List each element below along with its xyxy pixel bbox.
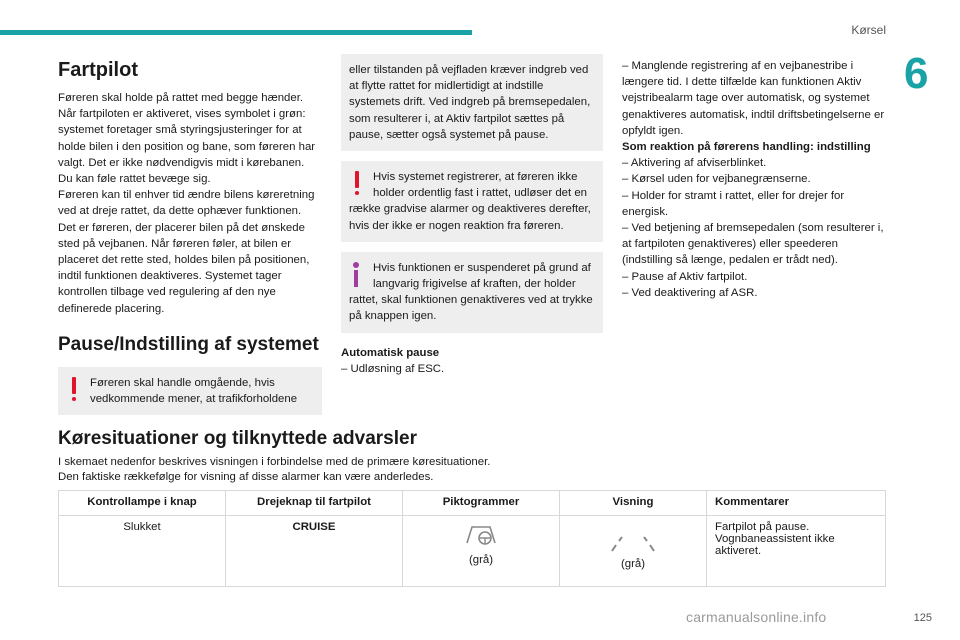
warning-icon [66, 375, 86, 405]
table-header: Drejeknap til fartpilot [226, 491, 403, 516]
column-1 [58, 58, 322, 425]
title-fartpilot: Fartpilot [58, 59, 138, 81]
section-name: Kørsel [851, 23, 886, 37]
table-header: Kommentarer [707, 491, 886, 516]
page-number: 125 [913, 612, 932, 624]
list-item: – Pause af Aktiv fartpilot. [622, 270, 748, 283]
table-header: Visning [560, 491, 707, 516]
table-header: Piktogrammer [403, 491, 560, 516]
title-pause: Pause/Indstilling af systemet [58, 333, 319, 355]
list-item: – Udløsning af ESC. [341, 362, 445, 375]
list-item: – Aktivering af afviserblinket. [622, 157, 767, 170]
subhead-automatisk-pause: Automatisk pause [341, 346, 440, 359]
warning-icon [349, 169, 369, 199]
steering-wheel-lane-icon [464, 521, 498, 547]
info-icon [349, 260, 369, 290]
list-item: – Ved betjening af bremsepedalen (som resulterer i, at fartpiloten genaktiveres) eller speederen (indstilling så længe, pedalen er trådt ned). [622, 222, 884, 267]
chapter-number: 6 [904, 49, 929, 98]
section-intro: I skemaet nedenfor beskrives visningen i forbindelse med de primære køresituationer. Den faktiske rækkefølge for visning af disse alarmer kan være anderledes. [58, 456, 491, 483]
cell-display [560, 516, 707, 587]
header-accent-bar [0, 30, 472, 35]
table-header: Kontrollampe i knap [59, 491, 226, 516]
lane-text: – Manglende registrering af en vejbanestribe i længere tid. I dette tilfælde kan funktionen Aktiv vejstribealarm tage over automatisk, og systemet genaktiveres automatisk, indtil driftsbetingelserne er opfyldt igen. [622, 60, 885, 137]
driving-situations-table [58, 490, 886, 587]
section-title: Køresituationer og tilknyttede advarsler [58, 428, 417, 449]
cell-comments: Fartpilot på pause. Vognbaneassistent ikke aktiveret. [707, 516, 886, 587]
lane-lines-icon [598, 525, 668, 555]
fartpilot-body: Føreren skal holde på rattet med begge hænder. Når fartpiloten er aktiveret, vises symbolet i grøn: systemet foretager små styringsjusteringer for at holde bilen i den position og bane, som føreren har valgt. Det er ikke nødvendigvis midt i kørebanen. Du kan føle rattet bevæge sig. Føreren kan til enhver tid ændre bilens køreretning ved at dreje rattet, da dette ophæver funktionen. Det er føreren, der placerer bilen på det ønskede sted på vejbanen. Når føreren føler, at bilen er placeret det rette sted, holdes bilen på positionen, indtil funktionen deaktiveres. Systemet tager kontrollen tilbage ved regulering af den nye definerede placering. [58, 92, 316, 315]
subhead-reaction: Som reaktion på førerens handling: indstilling [622, 141, 871, 154]
table-row [59, 516, 886, 587]
warning-note-2: Hvis systemet registrerer, at føreren ikke holder ordentlig fast i rattet, udløser det en række gradvise alarmer og deaktiveres derefter, hvis der ikke er nogen reaktion fra føreren. [341, 161, 603, 242]
display-caption: (grå) [620, 558, 646, 570]
warning-note-1: Føreren skal handle omgående, hvis vedkommende mener, at trafikforholdene [58, 367, 322, 415]
column-2 [341, 54, 603, 377]
info-note: Hvis funktionen er suspenderet på grund af langvarig frigivelse af kraften, der holder rattet, skal funktionen genaktiveres ved at trykke på knappen igen. [341, 252, 603, 333]
warning-note-1-continued: eller tilstanden på vejfladen kræver indgreb ved at flytte rattet for midlertidigt at indstille systemets drift. Ved indgreb på bremsepedalen, som resulterer i, at Aktiv fartpilot sættes på pause, sætter også systemet på pause. [341, 54, 603, 151]
watermark: carmanualsonline.info [686, 609, 827, 625]
cell-knob: CRUISE [226, 516, 403, 587]
list-item: – Holder for stramt i rattet, eller for drejer for energisk. [622, 189, 845, 218]
cell-lamp: Slukket [59, 516, 226, 587]
cell-picto [403, 516, 560, 587]
column-3 [622, 58, 886, 301]
list-item: – Ved deaktivering af ASR. [622, 286, 758, 299]
list-item: – Kørsel uden for vejbanegrænserne. [622, 173, 811, 186]
picto-caption: (grå) [468, 554, 494, 566]
